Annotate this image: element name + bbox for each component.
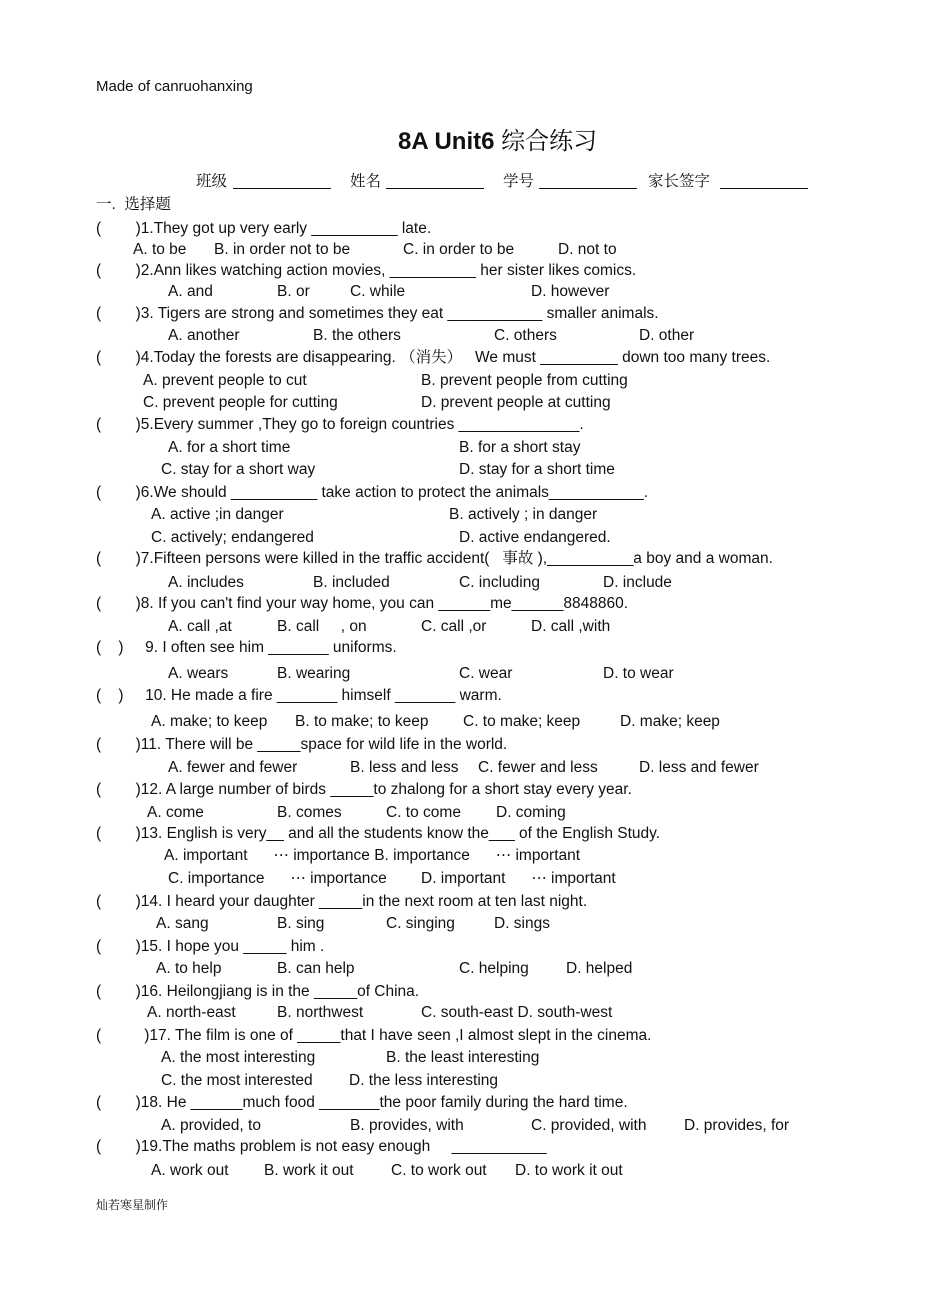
option-b: B. sing xyxy=(277,915,325,932)
option-c: C. to make; keep xyxy=(463,713,581,730)
option-b: B. northwest xyxy=(277,1004,364,1021)
option-a: A. and xyxy=(168,283,213,300)
option-d: D. provides, for xyxy=(684,1117,790,1134)
option-b: B. wearing xyxy=(277,665,351,682)
header-made-of: Made of canruohanxing xyxy=(96,78,253,95)
title-main: 8A Unit6 xyxy=(398,128,495,155)
option-d: D. helped xyxy=(566,960,633,977)
option-b: B. the least interesting xyxy=(386,1049,540,1066)
question-line: ( )5.Every summer ,They go to foreign countries ______________. xyxy=(96,416,584,433)
question-line: ( )18. He ______much food _______the poor family during the hard time. xyxy=(96,1094,628,1111)
question-line: ( )3. Tigers are strong and sometimes they eat ___________ smaller animals. xyxy=(96,305,659,322)
option-d: D. make; keep xyxy=(620,713,720,730)
option-c: C. call ,or xyxy=(421,618,487,635)
option-c: C. prevent people for cutting xyxy=(143,394,338,411)
option-a: A. to be xyxy=(133,241,187,258)
option-c: C. others xyxy=(494,327,557,344)
question-line: ( )8. If you can't find your way home, you can ______me______8848860. xyxy=(96,595,629,612)
option-a: A. make; to keep xyxy=(151,713,268,730)
option-d: D. include xyxy=(603,574,672,591)
question-line: ( )1.They got up very early __________ late. xyxy=(96,220,432,237)
footer-credit: 灿若寒星制作 xyxy=(96,1198,169,1212)
option-c-d: C. south-east D. south-west xyxy=(421,1004,613,1021)
option-a: A. call ,at xyxy=(168,618,232,635)
title-sub: 综合练习 xyxy=(501,128,598,155)
option-line: A. important ⋯ importance B. importance ⋯ important xyxy=(164,847,581,864)
option-b: B. comes xyxy=(277,804,342,821)
name-label: 姓名 xyxy=(350,173,382,190)
option-c: C. to come xyxy=(386,804,461,821)
option-a: A. sang xyxy=(156,915,209,932)
option-c: C. singing xyxy=(386,915,455,932)
option-b: B. included xyxy=(313,574,390,591)
option-c: C. the most interested xyxy=(161,1072,313,1089)
option-b: B. in order not to be xyxy=(214,241,351,258)
question-line: ( )17. The film is one of _____that I have seen ,I almost slept in the cinema. xyxy=(96,1027,652,1044)
question-line: ( )11. There will be _____space for wild life in the world. xyxy=(96,736,508,753)
option-a: A. another xyxy=(168,327,240,344)
number-label: 学号 xyxy=(503,173,535,190)
parent-label: 家长签字 xyxy=(648,173,711,190)
name-blank[interactable] xyxy=(386,174,484,189)
parent-blank[interactable] xyxy=(720,174,808,189)
option-b: B. provides, with xyxy=(350,1117,464,1134)
option-a: A. come xyxy=(147,804,204,821)
question-line: ( )14. I heard your daughter _____in the next room at ten last night. xyxy=(96,893,588,910)
question-line: ( ) 10. He made a fire _______ himself _______ warm. xyxy=(96,687,502,704)
option-c: C. stay for a short way xyxy=(161,461,316,478)
option-c: C. while xyxy=(350,283,406,300)
option-a: A. work out xyxy=(151,1162,229,1179)
option-c: C. importance ⋯ importance xyxy=(168,870,387,887)
option-a: A. the most interesting xyxy=(161,1049,316,1066)
option-d: D. important ⋯ important xyxy=(421,870,616,887)
class-label: 班级 xyxy=(196,173,228,190)
option-a: A. active ;in danger xyxy=(151,506,284,523)
option-b: B. call , on xyxy=(277,618,367,635)
option-a: A. prevent people to cut xyxy=(143,372,307,389)
question-line: ( )12. A large number of birds _____to zhalong for a short stay every year. xyxy=(96,781,632,798)
option-b: B. to make; to keep xyxy=(295,713,429,730)
question-line: ( )19.The maths problem is not easy enough ___________ xyxy=(96,1138,547,1155)
question-line: ( )16. Heilongjiang is in the _____of China. xyxy=(96,983,420,1000)
option-a: A. includes xyxy=(168,574,244,591)
option-d: D. call ,with xyxy=(531,618,611,635)
option-a: A. fewer and fewer xyxy=(168,759,298,776)
question-line: ( )2.Ann likes watching action movies, __________ her sister likes comics. xyxy=(96,262,637,279)
option-c: C. wear xyxy=(459,665,513,682)
section-heading: 一. 选择题 xyxy=(96,196,171,213)
option-c: C. actively; endangered xyxy=(151,529,314,546)
option-a: A. north-east xyxy=(147,1004,236,1021)
option-b: B. can help xyxy=(277,960,355,977)
option-d: D. coming xyxy=(496,804,566,821)
option-c: C. provided, with xyxy=(531,1117,647,1134)
option-c: C. fewer and less xyxy=(478,759,598,776)
option-a: A. wears xyxy=(168,665,229,682)
option-b: B. the others xyxy=(313,327,401,344)
page-title xyxy=(398,130,597,154)
option-d: D. to work it out xyxy=(515,1162,623,1179)
class-blank[interactable] xyxy=(233,174,331,189)
option-d: D. not to xyxy=(558,241,617,258)
option-b: B. actively ; in danger xyxy=(449,506,598,523)
option-c: C. to work out xyxy=(391,1162,487,1179)
option-a: A. to help xyxy=(156,960,222,977)
option-d: D. stay for a short time xyxy=(459,461,615,478)
question-line: ( )6.We should __________ take action to protect the animals___________. xyxy=(96,484,649,501)
number-blank[interactable] xyxy=(539,174,637,189)
option-d: D. less and fewer xyxy=(639,759,759,776)
option-c: C. in order to be xyxy=(403,241,515,258)
option-b: B. work it out xyxy=(264,1162,354,1179)
option-b: B. for a short stay xyxy=(459,439,581,456)
option-b: B. or xyxy=(277,283,310,300)
option-b: B. less and less xyxy=(350,759,459,776)
option-d: D. other xyxy=(639,327,695,344)
option-b: B. prevent people from cutting xyxy=(421,372,628,389)
question-line: ( )15. I hope you _____ him . xyxy=(96,938,325,955)
option-d: D. prevent people at cutting xyxy=(421,394,611,411)
option-d: D. however xyxy=(531,283,610,300)
question-line: ( )7.Fifteen persons were killed in the traffic accident( 事故 ),__________a boy and a woman. xyxy=(96,550,773,567)
option-d: D. sings xyxy=(494,915,550,932)
option-d: D. to wear xyxy=(603,665,674,682)
question-line: ( ) 9. I often see him _______ uniforms. xyxy=(96,639,397,656)
question-line: ( )4.Today the forests are disappearing. （消失） We must _________ down too many trees. xyxy=(96,349,771,366)
question-line: ( )13. English is very__ and all the students know the___ of the English Study. xyxy=(96,825,661,842)
option-a: A. provided, to xyxy=(161,1117,261,1134)
option-d: D. active endangered. xyxy=(459,529,611,546)
option-c: C. including xyxy=(459,574,540,591)
option-a: A. for a short time xyxy=(168,439,291,456)
option-d: D. the less interesting xyxy=(349,1072,499,1089)
option-c: C. helping xyxy=(459,960,529,977)
